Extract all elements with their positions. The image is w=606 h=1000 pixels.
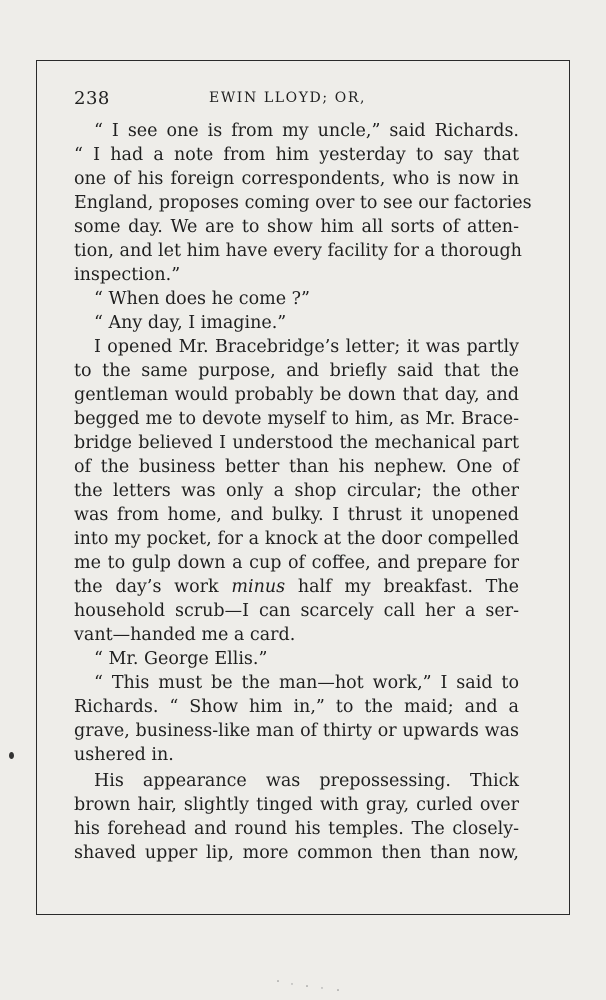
text-line: grave, business-like man of thirty or upwards was (74, 721, 519, 741)
text-line: “ I had a note from him yesterday to say that (74, 145, 519, 165)
text-line: “ This must be the man—hot work,” I said to (94, 673, 519, 693)
ink-spot (9, 752, 14, 759)
page-number: 238 (74, 88, 110, 109)
text-line: shaved upper lip, more common then than now, (74, 843, 519, 863)
text-line: of the business better than his nephew. One of (74, 457, 519, 477)
text-line: Richards. “ Show him in,” to the maid; and a (74, 697, 519, 717)
page-header (74, 88, 518, 112)
text-line: was from home, and bulky. I thrust it unopened (74, 505, 519, 525)
text-line: gentleman would probably be down that day, and (74, 385, 519, 405)
text-line: “ Mr. George Ellis.” (94, 649, 268, 669)
text-line: His appearance was prepossessing. Thick (94, 771, 519, 791)
text-line: his forehead and round his temples. The closely- (74, 819, 519, 839)
text-line: “ When does he come ?” (94, 289, 310, 309)
text-line: inspection.” (74, 265, 181, 285)
text-line: “ Any day, I imagine.” (94, 313, 287, 333)
text-line: tion, and let him have every facility for a thorough (74, 241, 522, 261)
text-line: “ I see one is from my uncle,” said Richards. (94, 121, 519, 141)
text-line: to the same purpose, and briefly said that the (74, 361, 519, 381)
text-line: I opened Mr. Bracebridge’s letter; it was partly (94, 337, 519, 357)
text-line: me to gulp down a cup of coffee, and prepare for (74, 553, 519, 573)
text-line: begged me to devote myself to him, as Mr. Brace- (74, 409, 519, 429)
text-line: ushered in. (74, 745, 174, 765)
running-head: EWIN LLOYD; OR, (209, 90, 367, 106)
text-line: bridge believed I understood the mechanical part (74, 433, 519, 453)
text-line: some day. We are to show him all sorts of atten- (74, 217, 519, 237)
text-line: household scrub—I can scarcely call her a ser- (74, 601, 519, 621)
text-line: one of his foreign correspondents, who is now in (74, 169, 519, 189)
page-specks (270, 978, 350, 992)
text-line: the letters was only a shop circular; the other (74, 481, 519, 501)
text-line: into my pocket, for a knock at the door compelled (74, 529, 519, 549)
text-line: the day’s work minus half my breakfast. The (74, 577, 519, 597)
text-line: England, proposes coming over to see our factories (74, 193, 532, 213)
text-line: vant—handed me a card. (74, 625, 296, 645)
text-line: brown hair, slightly tinged with gray, curled over (74, 795, 519, 815)
